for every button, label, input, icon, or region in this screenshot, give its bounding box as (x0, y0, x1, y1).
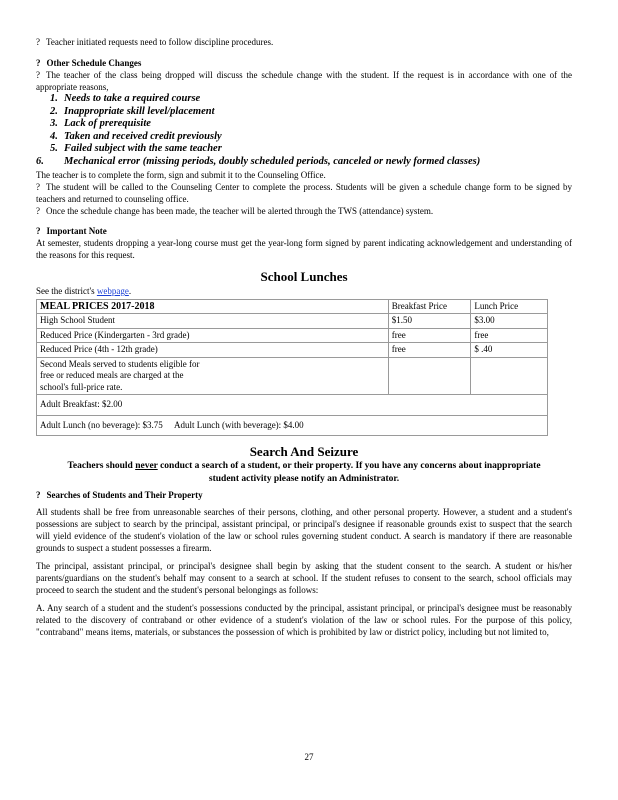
second-meals-note: Second Meals served to students eligible for free or reduced meals are charged at the school's full-price rate. (37, 357, 389, 395)
searches-subheading: ? Searches of Students and Their Property (36, 490, 203, 501)
list-item: 5. Failed subject with the same teacher (50, 143, 222, 155)
document-page (36, 36, 572, 638)
tws-bullet: ? Once the schedule change has been made, the teacher will be alerted through the TWS (attendance) system. (36, 205, 434, 216)
other-changes-intro: ? The teacher of the class being dropped will discuss the schedule change with the student. If the request is in accordance with one of the appropriate reasons, (36, 70, 572, 92)
teacher-initiated-line: ? Teacher initiated requests need to follow discipline procedures. (36, 37, 274, 47)
adult-lunch: Adult Lunch (no beverage): $3.75 Adult Lunch (with beverage): $4.00 (37, 415, 548, 436)
webpage-link[interactable]: webpage (96, 286, 129, 297)
table-row: High School Student $1.50 $3.00 (37, 314, 548, 329)
table-row: Reduced Price (Kindergarten - 3rd grade) free free (37, 328, 548, 343)
important-note-text: At semester, students dropping a year-long course must get the year-long form signed by parent indicating acknowledgement and understanding of the reasons for this request. (36, 238, 572, 261)
list-item: 4. Taken and received credit previously (50, 130, 222, 142)
list-item: 2. Inappropriate skill level/placement (50, 105, 215, 117)
list-item: 3. Lack of prerequisite (50, 118, 151, 130)
meal-prices-table (36, 299, 548, 437)
search-notice: Teachers should never conduct a search of a student, or their property. If you have any concerns about inappropriate student activity please notify an Administrator. (67, 461, 541, 484)
bullet-glyph: ? (36, 37, 40, 47)
page-number: 27 (304, 752, 314, 762)
table-row: Reduced Price (4th - 12th grade) free $ .40 (37, 343, 548, 358)
school-lunches-title: School Lunches (260, 269, 348, 285)
district-webpage-line: See the district's webpage. (36, 286, 132, 297)
other-changes-heading: ? Other Schedule Changes (36, 57, 142, 68)
after-list-text: The teacher is to complete the form, sign and submit it to the Counseling Office. (36, 169, 326, 180)
table-row (37, 357, 548, 395)
counseling-bullet: ? The student will be called to the Counseling Center to complete the process. Students will be given a schedule change form to be signed by teachers and returned to counseling office. (36, 181, 572, 204)
table-header-row: MEAL PRICES 2017-2018 Breakfast Price Lunch Price (37, 299, 548, 314)
search-para-3: A. Any search of a student and the student's possessions conducted by the principal, assistant principal, or principal's designee must be reasonably related to the discovery of contraband or other evidence of a student's violation of the law or school rules. For the purpose of this policy, "contraband" means items, materials, or substances the possession of which is prohibited by law or district policy, including but not limited to, (36, 602, 572, 637)
adult-breakfast: Adult Breakfast: $2.00 (37, 395, 548, 416)
search-para-1: All students shall be free from unreasonable searches of their persons, clothing, and other personal property. However, a student and a student's possessions are subject to search by the principal, assistant principal, or principal's designee if reasonable grounds exist to suspect that the search will yield evidence of the student's violation of the law or school rules governing student conduct. A search is mandatory if there are reasonable grounds to suspect a student possesses a firearm. (36, 506, 572, 553)
search-seizure-title: Search And Seizure (249, 444, 359, 460)
reasons-list (36, 93, 572, 169)
table-row (37, 415, 548, 436)
table-row (37, 395, 548, 416)
important-note-heading: ? Important Note (36, 225, 107, 236)
list-item: 1. Needs to take a required course (50, 93, 201, 104)
search-para-2: The principal, assistant principal, or principal's designee shall begin by asking that the student consent to the search. A student or his/her parents/guardians on the student's behalf may consent to a search at school. If the student refuses to consent to the search, school officials may proceed to search the student and the student's personal belongings as follows: (36, 560, 572, 595)
list-item: 6. Mechanical error (missing periods, doubly scheduled periods, canceled or newly formed classes) (36, 155, 481, 167)
